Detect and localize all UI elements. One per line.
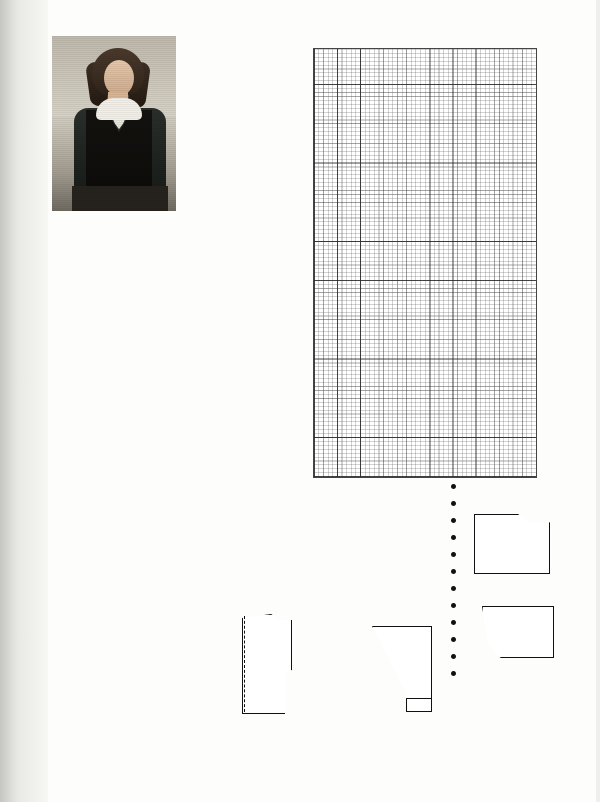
panel-front-outline bbox=[474, 514, 550, 574]
schematic-front-back bbox=[234, 596, 354, 726]
panel-sleeve-outline bbox=[482, 606, 554, 658]
fb-outline bbox=[242, 614, 292, 714]
chart-row-numbers bbox=[540, 44, 566, 480]
schematic-sleeve bbox=[370, 596, 480, 726]
model-photo bbox=[52, 36, 176, 211]
page-edge bbox=[596, 0, 600, 802]
sl-cuff-outline bbox=[406, 698, 432, 712]
sl-outline bbox=[372, 626, 432, 700]
pattern-schematics-right bbox=[468, 498, 594, 728]
pattern-chart bbox=[313, 48, 537, 478]
fb-center-dashed bbox=[244, 616, 245, 712]
chart-motif bbox=[314, 49, 536, 477]
page-gutter-shadow bbox=[0, 0, 48, 802]
